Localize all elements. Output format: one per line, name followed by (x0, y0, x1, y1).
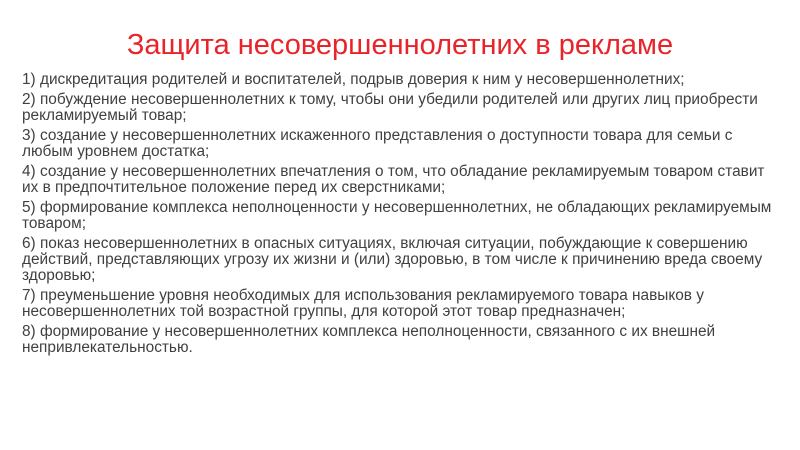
list-item-4: 4) создание у несовершеннолетних впечатления о том, что обладание рекламируемым товаром ставит их в предпочтительное положение перед их сверстниками; (22, 163, 765, 196)
list-item-8: 8) формирование у несовершеннолетних комплекса неполноценности, связанного с их внешней непривлекательностью. (22, 322, 716, 356)
slide-title: Защита несовершеннолетних в рекламе (126, 29, 674, 61)
list-item-6: 6) показ несовершеннолетних в опасных ситуациях, включая ситуации, побуждающие к совершению действий, представляющих угрозу их жизни и (или) здоровью, в том числе к причинению вреда своему здоровью; (22, 235, 763, 284)
list-item-3: 3) создание у несовершеннолетних искаженного представления о доступности товара для семьи с любым уровнем достатка; (22, 127, 733, 160)
list-item-2: 2) побуждение несовершеннолетних к тому, чтобы они убедили родителей или других лиц приобрести рекламируемый товар; (22, 91, 758, 124)
list-item-1: 1) дискредитация родителей и воспитателей, подрыв доверия к ним у несовершеннолетних; (22, 71, 685, 88)
list-item-7: 7) преуменьшение уровня необходимых для использования рекламируемого товара навыков у несовершеннолетних той возрастной группы, для которой этот товар предназначен; (22, 286, 704, 320)
restrictions-list (22, 72, 782, 360)
list-item-5: 5) формирование комплекса неполноценности у несовершеннолетних, не обладающих рекламируемым товаром; (22, 199, 772, 232)
